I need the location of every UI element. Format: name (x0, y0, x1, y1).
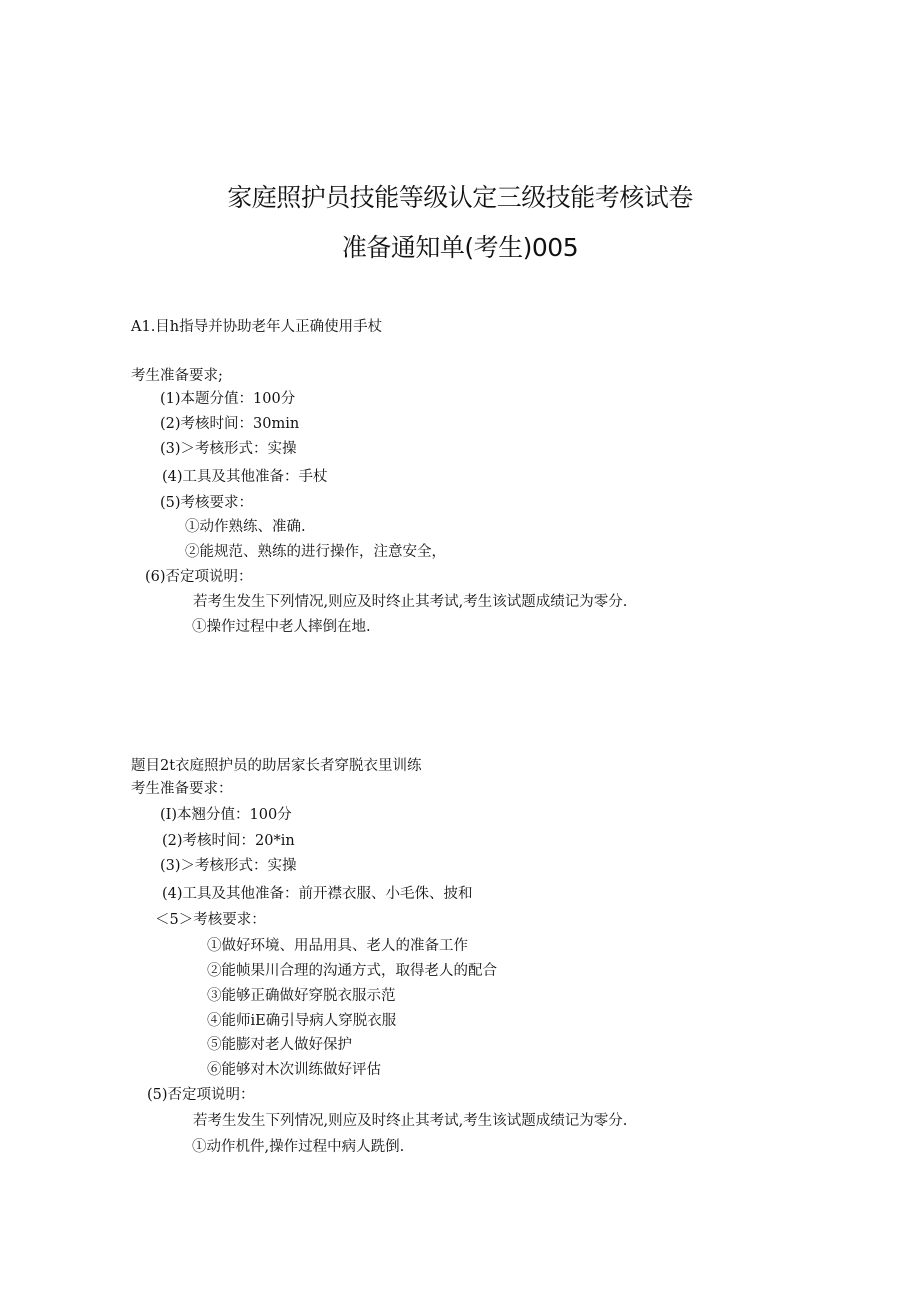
doc-title-line1: 家庭照护员技能等级认定三级技能考核试卷 (227, 183, 693, 212)
q1-item-score: (1)本题分值：100分 (160, 391, 296, 407)
q2-req-3: ③能够正确做好穿脱衣服示范 (207, 988, 396, 1004)
q2-title: 题目2t衣庭照护员的助居家长者穿脱衣里训练 (131, 758, 422, 774)
q2-req-4: ④能师iE确引导病人穿脱衣服 (207, 1013, 397, 1029)
q1-req-1: ①动作熟练、准确. (185, 519, 306, 535)
q1-negation-1: ①操作过程中老人摔倒在地. (192, 619, 371, 635)
q2-item-negation: (5)否定项说明： (147, 1087, 255, 1103)
q1-item-form: (3)＞考核形式：实操 (160, 441, 297, 457)
q1-item-tools: (4)工具及其他准备：手杖 (162, 469, 328, 485)
q1-req-2: ②能规范、熟练的进行操作，注意安全， (185, 544, 446, 560)
q1-negation-text: 若考生发生下列情况,则应及时终止其考试,考生该试题成绩记为零分. (193, 594, 628, 610)
q2-negation-text: 若考生发生下列情况,则应及时终止其考试,考生该试题成绩记为零分. (193, 1113, 628, 1129)
q2-item-requirements: ＜5＞考核要求： (155, 912, 266, 928)
q2-prep-heading: 考生准备要求： (131, 781, 233, 797)
q1-item-time: (2)考核时间：30min (160, 416, 300, 432)
q2-item-form: (3)＞考核形式：实操 (160, 858, 297, 874)
q2-item-tools: (4)工具及其他准备：前开襟衣服、小毛侏、披和 (162, 886, 473, 902)
q1-item-requirements: (5)考核要求： (160, 495, 254, 511)
q1-title: A1.目h指导并协助老年人正确使用手杖 (131, 319, 383, 335)
q2-item-score: (I)本翘分值：100分 (160, 807, 292, 823)
q2-item-time: (2)考核时间：20*in (162, 833, 295, 849)
doc-title-line2: 准备通知单(考生)005 (341, 233, 579, 262)
q2-req-1: ①做好环境、用品用具、老人的准备工作 (207, 938, 468, 954)
q2-req-5: ⑤能膨对老人做好保护 (207, 1037, 352, 1053)
q2-req-2: ②能帧果川合理的沟通方式，取得老人的配合 (207, 963, 497, 979)
q2-req-6: ⑥能够对木次训练做好评估 (207, 1062, 381, 1078)
q1-item-negation: (6)否定项说明： (145, 569, 253, 585)
q1-prep-heading: 考生准备要求; (131, 368, 223, 384)
q2-negation-1: ①动作机件,操作过程中病人跣倒. (192, 1139, 405, 1155)
